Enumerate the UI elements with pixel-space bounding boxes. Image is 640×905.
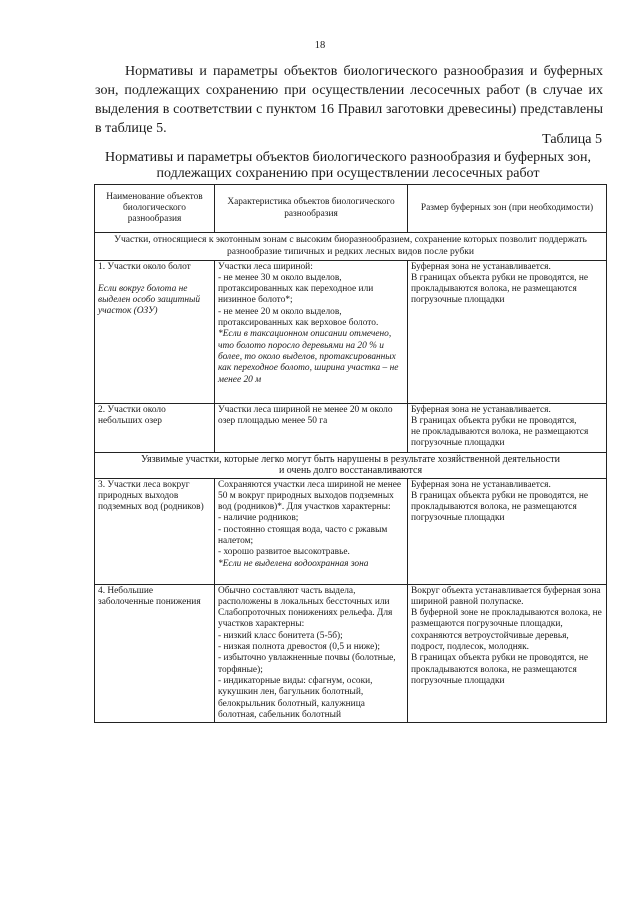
row-4-name-cell <box>95 584 215 723</box>
norms-table <box>94 184 607 723</box>
section-ecotone-text: Участки, относящиеся к экотонным зонам с высоким биоразнообразием, сохранение которых позволит поддержать разнообразие типичных и редких лесных видов после рубки <box>114 234 587 258</box>
table-title: Нормативы и параметры объектов биологического разнообразия и буферных зон, подлежащих сохранению при осуществлении лесосечных работ <box>104 150 592 181</box>
row-3-char-line: Сохраняются участки леса шириной не менее 50 м вокруг природных выходов подземных вод (родников)*. Для участков характерны: <box>218 479 402 513</box>
row-3-char-note: *Если не выделена водоохранная зона <box>218 558 369 569</box>
intro-paragraph: Нормативы и параметры объектов биологического разнообразия и буферных зон, подлежащих сохранению при осуществлении лесосечных работ (в случае их выделения в соответствии с пунктом 16 Правил заготовки древесины) представлены в таблице 5. <box>95 64 603 136</box>
row-4-characteristic-cell <box>215 584 408 723</box>
row-4-buffer-line: В границах объекта рубки не проводятся, не прокладываются волока, не размещаются погрузочные площадки <box>411 653 589 686</box>
row-3-char-line: - наличие родников; <box>218 513 299 524</box>
row-4-char-line: - низкий класс бонитета (5-5б); <box>218 630 343 641</box>
section-vulnerable <box>95 452 607 478</box>
row-3-char-line: - хорошо развитое высокотравье. <box>218 547 350 558</box>
row-4-char-line: Слабопроточных понижениях рельефа. Для участков характерны: <box>218 608 393 630</box>
section-vulnerable-line1: Уязвимые участки, которые легко могут быть нарушены в результате хозяйственной деятельности <box>141 453 560 465</box>
row-1-char-line: - не менее 20 м около выделов, протаксированных как верховое болото. <box>218 306 379 329</box>
table-label: Таблица 5 <box>542 132 602 147</box>
row-2-name-cell <box>95 403 215 452</box>
row-1-char-line: Участки леса шириной: <box>218 261 313 272</box>
row-3-buffer-line: Буферная зона не устанавливается. <box>411 479 551 490</box>
row-2-buffer-line: Буферная зона не устанавливается. <box>411 404 551 415</box>
row-1-buffer-line: В границах объекта рубки не проводятся, не прокладываются волока, не размещаются погрузочные площадки <box>411 272 589 306</box>
row-1-characteristic-cell <box>215 260 408 403</box>
row-3-char-line: - постоянно стоящая вода, часто с ржавым налетом; <box>218 524 388 547</box>
row-4-buffer-cell <box>408 584 607 723</box>
row-2-buffer-cell <box>408 403 607 452</box>
table-row <box>95 478 607 584</box>
row-4-buffer-line: Вокруг объекта устанавливается буферная зона шириной равной полупаске. <box>411 585 601 607</box>
row-3-name-cell <box>95 478 215 584</box>
row-3-characteristic-cell <box>215 478 408 584</box>
row-1-name-cell <box>95 260 215 403</box>
section-row <box>95 233 607 261</box>
row-4-name: 4. Небольшие заболоченные понижения <box>98 585 201 607</box>
row-2-characteristic-cell <box>215 403 408 452</box>
row-3-buffer-line: В границах объекта рубки не проводятся, не прокладываются волока, не размещаются погрузочные площадки <box>411 490 589 524</box>
row-4-buffer-line: В буферной зоне не прокладываются волока, не размещаются погрузочные площадки, сохраняются ветроустойчивые деревья, подрост, подлесок, молодняк. <box>411 608 602 653</box>
row-2-buffer-line: В границах объекта рубки не проводятся, <box>411 415 577 426</box>
row-4-char-line: Обычно составляют часть выдела, расположены в локальных бессточных или <box>218 585 390 607</box>
table-header-row <box>95 185 607 233</box>
table-row <box>95 403 607 452</box>
page-number: 18 <box>314 40 326 51</box>
row-2-name: 2. Участки около небольших озер <box>98 404 166 426</box>
header-buffer-size: Размер буферных зон (при необходимости) <box>408 185 607 233</box>
section-vulnerable-line2: и очень долго восстанавливаются <box>278 465 423 477</box>
section-row <box>95 452 607 478</box>
row-2-buffer-line: не прокладываются волока, не размещаются погрузочные площадки <box>411 427 589 449</box>
row-3-name: 3. Участки леса вокруг природных выходов подземных вод (родников) <box>98 479 204 513</box>
row-4-char-line: - низкая полнота древостоя (0,5 и ниже); <box>218 642 381 653</box>
spacer <box>98 273 211 284</box>
row-3-buffer-cell <box>408 478 607 584</box>
row-1-name-note: Если вокруг болота не выделен особо защитный участок (ОЗУ) <box>98 283 201 317</box>
row-1-buffer-cell <box>408 260 607 403</box>
row-1-char-note: *Если в таксационном описании отмечено, что болото поросло деревьями на 20 % и более, то около выделов, протаксированных как переходное болото, ширина участка – не менее 20 м <box>218 329 399 385</box>
row-1-buffer-line: Буферная зона не устанавливается. <box>411 261 551 272</box>
row-1-char-line: - не менее 30 м около выделов, протаксированных как переходное или низинное болото*; <box>218 272 374 306</box>
section-ecotone <box>95 233 607 261</box>
row-2-char-line: Участки леса шириной не менее 20 м около озер площадью менее 50 га <box>218 404 393 426</box>
row-4-char-line: - избыточно увлажненные почвы (болотные, торфяные); <box>218 653 396 675</box>
header-name: Наименование объектов биологического разнообразия <box>95 185 215 233</box>
row-1-name: 1. Участки около болот <box>98 261 191 272</box>
row-4-char-line: - индикаторные виды: сфагнум, осоки, кукушкин лен, багульник болотный, белокрыльник болотный, калужница болотная, сабельник болотный <box>218 675 373 720</box>
table-row <box>95 260 607 403</box>
table-row <box>95 584 607 723</box>
header-characteristic: Характеристика объектов биологического разнообразия <box>215 185 408 233</box>
